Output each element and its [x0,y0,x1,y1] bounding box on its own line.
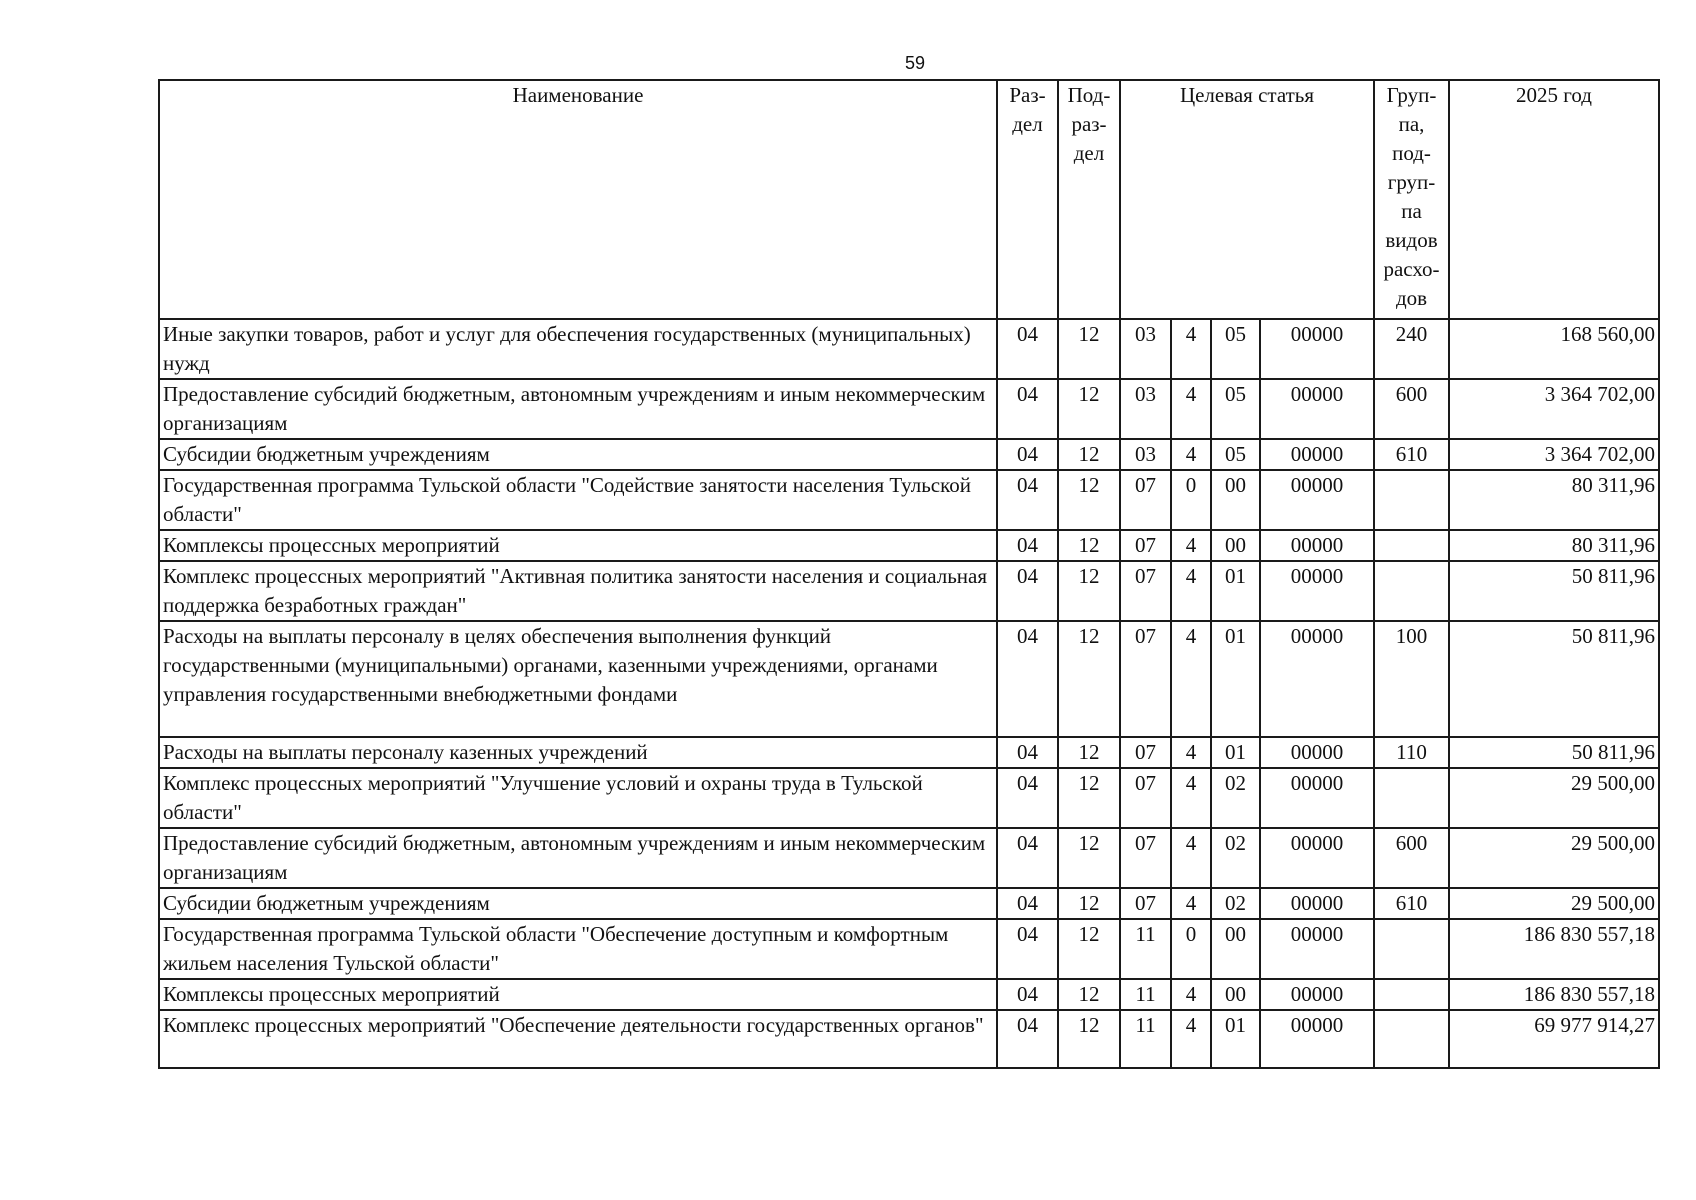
row-expense-group: 610 [1374,888,1449,919]
table-row [159,979,1659,1010]
row-target-program: 07 [1120,561,1171,621]
table-row [159,768,1659,828]
row-target-direction: 00000 [1260,1010,1374,1068]
row-target-direction: 00000 [1260,737,1374,768]
row-target-type: 4 [1171,828,1211,888]
row-podrazdel: 12 [1058,1010,1120,1068]
row-podrazdel: 12 [1058,319,1120,379]
row-expense-group: 610 [1374,439,1449,470]
row-razdel: 04 [997,768,1058,828]
row-podrazdel: 12 [1058,828,1120,888]
row-name: Государственная программа Тульской области "Содействие занятости населения Тульской области" [159,470,997,530]
page-number: 59 [904,53,926,73]
table-row [159,470,1659,530]
row-target-type: 0 [1171,919,1211,979]
row-amount: 29 500,00 [1449,888,1659,919]
table-row [159,621,1659,737]
row-target-subprogram: 05 [1211,439,1260,470]
table-row [159,888,1659,919]
row-podrazdel: 12 [1058,379,1120,439]
table-row [159,1010,1659,1068]
row-amount: 3 364 702,00 [1449,379,1659,439]
table-row [159,530,1659,561]
row-expense-group [1374,1010,1449,1068]
row-target-direction: 00000 [1260,768,1374,828]
row-target-direction: 00000 [1260,470,1374,530]
row-target-program: 07 [1120,888,1171,919]
row-amount: 3 364 702,00 [1449,439,1659,470]
row-target-direction: 00000 [1260,439,1374,470]
row-expense-group [1374,530,1449,561]
row-target-subprogram: 01 [1211,561,1260,621]
row-target-type: 4 [1171,439,1211,470]
row-podrazdel: 12 [1058,621,1120,737]
table-row [159,919,1659,979]
row-target-type: 4 [1171,979,1211,1010]
row-expense-group: 240 [1374,319,1449,379]
row-razdel: 04 [997,828,1058,888]
row-razdel: 04 [997,919,1058,979]
row-target-type: 4 [1171,561,1211,621]
table-row [159,319,1659,379]
row-podrazdel: 12 [1058,530,1120,561]
row-expense-group: 600 [1374,828,1449,888]
row-target-subprogram: 05 [1211,319,1260,379]
row-expense-group [1374,561,1449,621]
row-name: Предоставление субсидий бюджетным, автономным учреждениям и иным некоммерческим организациям [159,379,997,439]
row-razdel: 04 [997,530,1058,561]
row-target-program: 07 [1120,470,1171,530]
row-amount: 80 311,96 [1449,470,1659,530]
row-target-direction: 00000 [1260,621,1374,737]
row-name: Комплекс процессных мероприятий "Активная политика занятости населения и социальная поддержка безработных граждан" [159,561,997,621]
row-target-type: 4 [1171,621,1211,737]
row-razdel: 04 [997,737,1058,768]
row-target-direction: 00000 [1260,319,1374,379]
row-target-direction: 00000 [1260,561,1374,621]
row-expense-group: 600 [1374,379,1449,439]
row-target-type: 4 [1171,319,1211,379]
row-razdel: 04 [997,561,1058,621]
row-target-type: 0 [1171,470,1211,530]
row-razdel: 04 [997,1010,1058,1068]
row-amount: 80 311,96 [1449,530,1659,561]
row-razdel: 04 [997,470,1058,530]
row-expense-group: 100 [1374,621,1449,737]
header-year-2025: 2025 год [1449,80,1659,319]
row-target-program: 07 [1120,530,1171,561]
row-name: Субсидии бюджетным учреждениям [159,439,997,470]
row-amount: 50 811,96 [1449,621,1659,737]
row-target-subprogram: 00 [1211,919,1260,979]
row-name: Иные закупки товаров, работ и услуг для обеспечения государственных (муниципальных) нужд [159,319,997,379]
row-razdel: 04 [997,979,1058,1010]
row-target-type: 4 [1171,530,1211,561]
row-podrazdel: 12 [1058,561,1120,621]
row-amount: 50 811,96 [1449,561,1659,621]
row-razdel: 04 [997,888,1058,919]
header-expense-group [1374,80,1449,319]
row-target-program: 03 [1120,439,1171,470]
row-expense-group: 110 [1374,737,1449,768]
row-expense-group [1374,470,1449,530]
row-podrazdel: 12 [1058,737,1120,768]
header-podrazdel [1058,80,1120,319]
table-body [159,319,1659,1068]
row-target-program: 07 [1120,621,1171,737]
row-target-subprogram: 02 [1211,828,1260,888]
row-target-subprogram: 02 [1211,888,1260,919]
row-expense-group [1374,768,1449,828]
row-name: Расходы на выплаты персоналу в целях обеспечения выполнения функций государственными (муниципальными) органами, казенными учреждениями, органами управления государственными внебюджетными фондами [159,621,997,737]
row-target-type: 4 [1171,379,1211,439]
row-podrazdel: 12 [1058,470,1120,530]
row-target-type: 4 [1171,888,1211,919]
header-razdel-text: Раз- дел [1009,83,1046,136]
row-name: Комплексы процессных мероприятий [159,979,997,1010]
row-razdel: 04 [997,439,1058,470]
row-target-program: 07 [1120,737,1171,768]
row-target-subprogram: 05 [1211,379,1260,439]
row-name: Государственная программа Тульской области "Обеспечение доступным и комфортным жильем населения Тульской области" [159,919,997,979]
row-podrazdel: 12 [1058,888,1120,919]
row-target-subprogram: 01 [1211,1010,1260,1068]
row-target-subprogram: 00 [1211,530,1260,561]
table-row [159,379,1659,439]
table-row [159,828,1659,888]
row-expense-group [1374,919,1449,979]
row-razdel: 04 [997,621,1058,737]
row-name: Комплексы процессных мероприятий [159,530,997,561]
row-target-direction: 00000 [1260,979,1374,1010]
row-amount: 69 977 914,27 [1449,1010,1659,1068]
row-expense-group [1374,979,1449,1010]
table-header [159,80,1659,319]
row-target-subprogram: 02 [1211,768,1260,828]
row-target-direction: 00000 [1260,379,1374,439]
row-target-program: 11 [1120,1010,1171,1068]
row-target-program: 07 [1120,828,1171,888]
row-amount: 29 500,00 [1449,768,1659,828]
row-podrazdel: 12 [1058,979,1120,1010]
row-target-direction: 00000 [1260,919,1374,979]
row-amount: 186 830 557,18 [1449,919,1659,979]
row-amount: 186 830 557,18 [1449,979,1659,1010]
row-target-direction: 00000 [1260,530,1374,561]
row-amount: 29 500,00 [1449,828,1659,888]
row-target-program: 11 [1120,979,1171,1010]
header-name: Наименование [159,80,997,319]
row-target-direction: 00000 [1260,828,1374,888]
row-razdel: 04 [997,319,1058,379]
row-target-subprogram: 00 [1211,470,1260,530]
row-target-program: 03 [1120,319,1171,379]
row-target-subprogram: 01 [1211,737,1260,768]
header-podrazdel-text: Под- раз- дел [1067,83,1111,165]
table-row [159,439,1659,470]
row-razdel: 04 [997,379,1058,439]
row-target-direction: 00000 [1260,888,1374,919]
row-target-type: 4 [1171,737,1211,768]
row-target-program: 03 [1120,379,1171,439]
row-target-program: 11 [1120,919,1171,979]
row-name: Предоставление субсидий бюджетным, автономным учреждениям и иным некоммерческим организациям [159,828,997,888]
header-target-article: Целевая статья [1120,80,1374,319]
header-razdel [997,80,1058,319]
row-target-type: 4 [1171,768,1211,828]
row-target-type: 4 [1171,1010,1211,1068]
row-podrazdel: 12 [1058,768,1120,828]
row-name: Комплекс процессных мероприятий "Улучшение условий и охраны труда в Тульской области" [159,768,997,828]
header-expense-group-text: Груп- па, под- груп- па видов расхо- дов [1383,83,1440,310]
row-podrazdel: 12 [1058,919,1120,979]
row-podrazdel: 12 [1058,439,1120,470]
budget-table [158,79,1660,1069]
table-row [159,737,1659,768]
row-amount: 50 811,96 [1449,737,1659,768]
table-row [159,561,1659,621]
row-target-program: 07 [1120,768,1171,828]
row-name: Комплекс процессных мероприятий "Обеспечение деятельности государственных органов" [159,1010,997,1068]
row-target-subprogram: 01 [1211,621,1260,737]
row-name: Расходы на выплаты персоналу казенных учреждений [159,737,997,768]
row-name: Субсидии бюджетным учреждениям [159,888,997,919]
row-amount: 168 560,00 [1449,319,1659,379]
row-target-subprogram: 00 [1211,979,1260,1010]
